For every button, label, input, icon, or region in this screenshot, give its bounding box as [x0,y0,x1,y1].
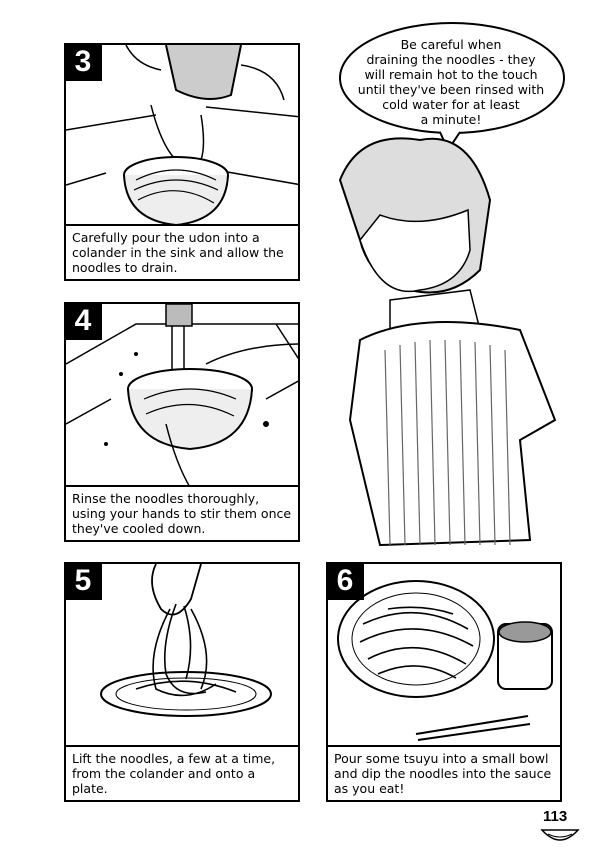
panel-step-4 [64,302,300,542]
step-number: 6 [326,562,364,600]
step-number: 4 [64,302,102,340]
step-caption: Lift the noodles, a few at a time, from the colander and onto a plate. [66,745,298,800]
step-number: 5 [64,562,102,600]
page-number: 113 [543,808,568,825]
speech-bubble-text: Be careful when draining the noodles - they will remain hot to the touch until they've been rinsed with cold water for at least a minute! [357,37,545,127]
panel-step-3 [64,43,300,281]
bowl-icon [540,826,580,846]
panel-step-6 [326,562,562,802]
step-number: 3 [64,43,102,81]
panel-step-5 [64,562,300,802]
step-caption: Carefully pour the udon into a colander in the sink and allow the noodles to drain. [66,224,298,279]
step-caption: Rinse the noodles thoroughly, using your hands to stir them once they've cooled down. [66,485,298,540]
step-caption: Pour some tsuyu into a small bowl and dip the noodles into the sauce as you eat! [328,745,560,800]
